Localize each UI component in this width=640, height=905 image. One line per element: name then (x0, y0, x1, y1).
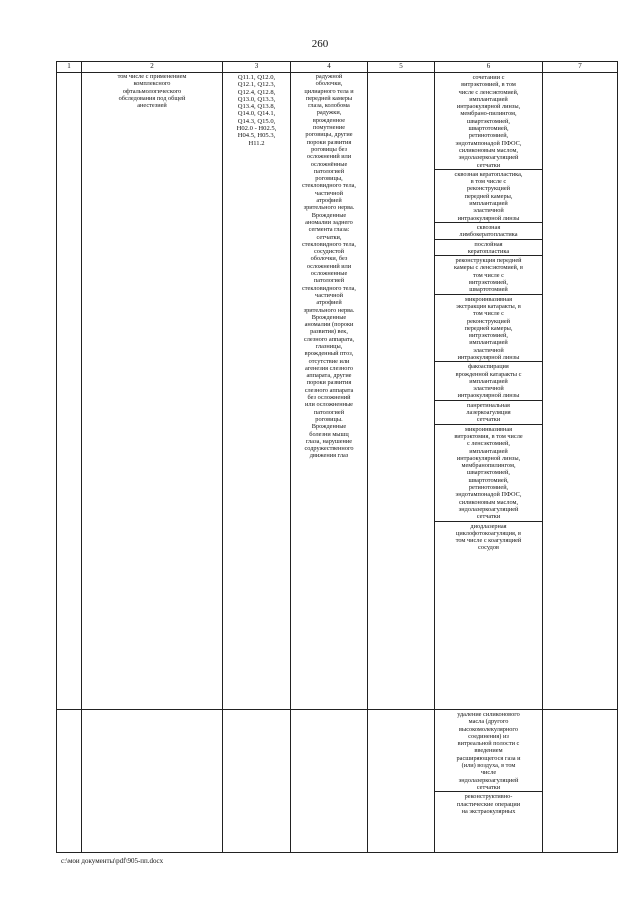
diagnosis-text-line: содружественного (304, 445, 354, 453)
diagnosis-text-line: врожденный птоз, (304, 350, 354, 358)
operation-text-line: эндолазеркоагуляцией (458, 505, 519, 513)
operation-cell (435, 294, 542, 362)
operation-text-line: микроинвазивная (464, 425, 513, 433)
operation-text-line: эндолазеркоагуляцией (458, 154, 519, 162)
operation-text-line: эластичной (473, 385, 504, 393)
diagnosis-text-line: болезни мышц (309, 430, 349, 438)
icd-code-line: H02.0 - H02.5, (236, 125, 277, 133)
diagnosis-text-line: осложнённые (310, 160, 348, 168)
operation-text-line: числе (480, 769, 497, 777)
operation-text-line: имплантацией (469, 339, 508, 347)
operation-text-line: реконструкция передней (455, 257, 522, 265)
operation-text-line: сквозная кератопластика, (454, 170, 523, 178)
diagnosis-text-line: частичной (315, 189, 343, 197)
operation-text-line: реконструкцией (466, 317, 510, 325)
cell-text-line: анестезией (137, 102, 167, 110)
operation-text-line: циклофотокоагуляция, в (456, 529, 521, 537)
operation-text-line: эндотампонадой ПФОС, (455, 491, 522, 499)
operation-text-line: сочетании с (472, 74, 505, 81)
icd-code-line: Q14.0, Q14.1, (237, 110, 276, 118)
diagnosis-text-line: зрительного нерва. (303, 306, 355, 314)
column-header: 7 (543, 62, 618, 73)
cell-text-line: обследования под общей (118, 94, 186, 102)
cell-col1 (57, 710, 82, 853)
operation-text-line: сквозная (476, 223, 501, 231)
operation-text-line: интраокулярной линзы, (456, 454, 521, 462)
icd-code-line: Q13.0, Q13.3, (237, 95, 276, 103)
operation-text-line: микроинвазивная (464, 295, 513, 303)
icd-code-line: Q12.1, Q12.3, (237, 81, 276, 89)
operation-text-line: имплантацией (469, 377, 508, 385)
operation-text-line: пластические операции (456, 800, 521, 808)
diagnosis-text-line: атрофией (316, 197, 342, 205)
operation-text-line: витрэктомией, (469, 279, 508, 287)
diagnosis-text-line: зрительного нерва. (303, 204, 355, 212)
diagnosis-text-line: помутнение (313, 124, 345, 132)
cell-col2 (82, 73, 223, 710)
operation-text-line: швартотомией, (468, 125, 509, 133)
cell-text-line: комплексного (133, 80, 171, 88)
cell-col3 (223, 73, 291, 710)
diagnosis-text-line: роговицы, (315, 175, 343, 183)
diagnosis-text-line: радужки, (316, 109, 342, 117)
diagnosis-text-line: аномалии (пороки (304, 321, 354, 329)
diagnosis-text-line: слезного аппарата, (303, 335, 355, 343)
operation-text-line: витреальной полости с (457, 740, 520, 748)
operation-text-line: сосудов (478, 544, 499, 552)
diagnosis-text-line: сегмента глаза: (308, 226, 350, 234)
operation-item (435, 362, 542, 400)
diagnosis-text-line: роговицы. (315, 415, 343, 423)
icd-code-line: H11.2 (248, 139, 265, 147)
operation-text-line: эластичной (473, 207, 504, 215)
operation-item (435, 521, 542, 552)
operation-item (435, 710, 542, 792)
operation-text-line: том числе с коагуляцией (455, 537, 522, 545)
operation-cell (435, 222, 542, 239)
cell-col4 (291, 73, 368, 710)
operation-item (435, 400, 542, 424)
operation-text-line: интраокулярной линзы, (456, 103, 521, 111)
operation-text-line: передней камеры, (464, 324, 513, 332)
column-header: 4 (291, 62, 368, 73)
diagnosis-text-line: Врожденные (311, 211, 347, 219)
diagnosis-text-line: оболочки, без (310, 255, 348, 263)
icd-code-line: Q12.4, Q12.8, (237, 88, 276, 96)
cell-col7 (543, 710, 618, 853)
operation-text-line: сетчатки (476, 161, 501, 169)
operation-cell (435, 362, 542, 400)
operation-text-line: интраокулярной линзы (457, 392, 520, 400)
diagnosis-text-line: сетчатки, (316, 233, 342, 241)
diagnosis-text-line: аномалии заднего (305, 218, 353, 226)
operation-text-line: швартотомией, (468, 476, 509, 484)
operation-cell (435, 710, 542, 792)
operation-text-line: эластичной (473, 346, 504, 354)
operation-cell (435, 792, 542, 815)
operation-text-line: факоаспирация (468, 363, 509, 371)
cell-col5 (368, 710, 435, 853)
operation-text-line: интраокулярной линзы (457, 214, 520, 222)
operation-text-line: передней камеры, (464, 192, 513, 200)
table-row (57, 710, 618, 853)
diagnosis-text-line: пороки развития (306, 138, 352, 146)
operation-text-line: лазеркоагуляция (466, 409, 511, 417)
diagnosis-text-line: стекловидного тела, (302, 284, 356, 292)
operations-list (435, 710, 542, 815)
operation-text-line: реконструктивно- (464, 793, 513, 801)
diagnosis-text-line: патологией (313, 167, 345, 175)
operation-item (435, 222, 542, 239)
header-row (57, 62, 618, 73)
icd-code-line: H04.5, H05.3, (237, 132, 276, 140)
diagnosis-text-line: передней камеры (305, 94, 353, 102)
diagnosis-text-line: глаза, нарушение (305, 437, 353, 445)
diagnosis-text-line: отсутствие или (308, 357, 350, 365)
operation-text-line: лимбокератопластика (459, 231, 518, 239)
column-header: 2 (82, 62, 223, 73)
operation-text-line: эндолазеркоагуляцией (458, 776, 519, 784)
diagnosis-text-line: слезного аппарата (304, 386, 354, 394)
operation-cell (435, 239, 542, 256)
operation-cell (435, 73, 542, 169)
operation-text-line: диодлазерная (470, 522, 507, 530)
operation-cell (435, 424, 542, 521)
cell-text-line: офтальмологического (122, 87, 182, 95)
column-header: 3 (223, 62, 291, 73)
operation-cell (435, 521, 542, 552)
diagnosis-text-line: сосудистой (313, 248, 345, 256)
operation-text-line: швартэктомией, (467, 117, 510, 125)
file-path-footer: c:\мои документы\pdf\905-пп.docx (61, 857, 164, 865)
operation-item (435, 239, 542, 256)
cell-col1 (57, 73, 82, 710)
diagnosis-text-line: патологией (313, 277, 345, 285)
diagnosis-text-line: осложненные (310, 270, 348, 278)
cell-col6 (435, 73, 543, 710)
operation-text-line: мембранопилингом, (461, 462, 516, 470)
operation-text-line: врожденной катаракты с (455, 370, 522, 378)
operation-text-line: экстракция катаракты, в (456, 302, 521, 310)
diagnosis-text-line: аппарата, другие (306, 372, 352, 380)
operation-text-line: соединения) из (468, 732, 509, 740)
operation-text-line: силиконовым маслом, (458, 146, 519, 154)
operation-text-line: реконструкцией (466, 185, 510, 193)
operation-text-line: высокомолекулярного (458, 725, 519, 733)
operation-text-line: введением (474, 747, 503, 755)
operation-text-line: сетчатки (476, 416, 501, 424)
operation-text-line: имплантацией (469, 200, 508, 208)
cell-text-line: том числе с применением (117, 73, 187, 80)
operation-cell (435, 256, 542, 294)
operation-text-line: эндотампонадой ПФОС, (455, 139, 522, 147)
procedures-table (56, 61, 618, 853)
operation-text-line: сетчатки (476, 783, 501, 791)
diagnosis-text-line: глаза, колобома (308, 102, 350, 110)
diagnosis-text-line: глазницы, (315, 342, 343, 350)
diagnosis-text-line: патологией (313, 408, 345, 416)
diagnosis-text-line: развития) век, (310, 328, 348, 336)
cell-col4 (291, 710, 368, 853)
operation-text-line: (или) воздуха, в том (461, 762, 516, 770)
operation-cell (435, 169, 542, 222)
page-number: 260 (311, 38, 329, 50)
diagnosis-text-line: стекловидного тела, (302, 240, 356, 248)
diagnosis-text-line: врожденное (312, 116, 346, 124)
operation-text-line: на экстраокулярных (461, 807, 516, 815)
operation-text-line: расширяющегося газа и (456, 754, 521, 762)
operation-text-line: интраокулярной линзы (457, 353, 520, 361)
diagnosis-text-line: осложнений или (306, 262, 352, 270)
operation-text-line: масла (другого (468, 718, 509, 726)
operation-item (435, 73, 542, 169)
operation-item (435, 792, 542, 815)
operation-text-line: послойная (474, 240, 503, 248)
diagnosis-text-line: осложнений или (306, 153, 352, 161)
operation-text-line: швартэктомией, (467, 469, 510, 477)
operation-text-line: силиконовым маслом, (458, 498, 519, 506)
diagnosis-text-line: без осложнений (307, 394, 351, 402)
operation-text-line: сетчатки (476, 513, 501, 521)
operation-text-line: том числе с (473, 310, 504, 318)
operation-text-line: ретинотомией, (468, 132, 509, 140)
operation-text-line: кератопластика (467, 247, 510, 255)
operation-item (435, 256, 542, 294)
column-header: 6 (435, 62, 543, 73)
operation-text-line: ретинотомией, (468, 484, 509, 492)
icd-code-line: Q14.3, Q15.0, (237, 117, 276, 125)
diagnosis-text-line: атрофией (316, 299, 342, 307)
operation-cell (435, 400, 542, 424)
operations-list (435, 73, 542, 552)
diagnosis-text-line: Врожденные (311, 313, 347, 321)
diagnosis-text-line: оболочки, (315, 80, 343, 88)
operation-text-line: имплантацией (469, 95, 508, 103)
diagnosis-text-line: радужной (315, 73, 343, 80)
operation-text-line: швартотомией (469, 286, 508, 294)
table-row (57, 73, 618, 710)
operation-item (435, 424, 542, 521)
diagnosis-text-line: роговицы, другие (305, 131, 353, 139)
operation-text-line: том числе с (473, 271, 504, 279)
diagnosis-text-line: стекловидного тела, (302, 182, 356, 190)
diagnosis-text-line: роговицы без (311, 145, 347, 153)
operation-text-line: в том числе с (470, 178, 507, 186)
operation-text-line: панретинальная (467, 401, 510, 409)
cell-col3 (223, 710, 291, 853)
diagnosis-text-line: Врожденные (311, 423, 347, 431)
operation-text-line: витрэктомией, в том (461, 81, 516, 89)
operation-text-line: с ленсэктомией, (466, 440, 511, 448)
diagnosis-text-line: агенезия слезного (304, 364, 354, 372)
operation-text-line: витрэктомия, в том числе (454, 432, 523, 440)
operation-text-line: витрэктомией, (469, 332, 508, 340)
operation-text-line: мембрано-пилингом, (460, 110, 517, 118)
operation-text-line: имплантацией (469, 447, 508, 455)
icd-code-line: Q11.1, Q12.0, (237, 74, 276, 81)
operation-text-line: числе с ленсэктомией, (458, 88, 519, 96)
diagnosis-text-line: частичной (315, 291, 343, 299)
cell-col2 (82, 710, 223, 853)
operation-item (435, 294, 542, 362)
diagnosis-text-line: цилиарного тела и (304, 87, 354, 95)
diagnosis-text-line: пороки развития (306, 379, 352, 387)
column-header: 5 (368, 62, 435, 73)
operation-text-line: удаление силиконового (457, 711, 520, 718)
cell-col6 (435, 710, 543, 853)
diagnosis-text-line: движения глаз (309, 452, 349, 460)
cell-col7 (543, 73, 618, 710)
column-header: 1 (57, 62, 82, 73)
icd-code-line: Q13.4, Q13.8, (237, 103, 276, 111)
operation-item (435, 169, 542, 222)
cell-col5 (368, 73, 435, 710)
operation-text-line: камеры с ленсэктомией, в (453, 264, 524, 272)
diagnosis-text-line: или осложненные (305, 401, 353, 409)
